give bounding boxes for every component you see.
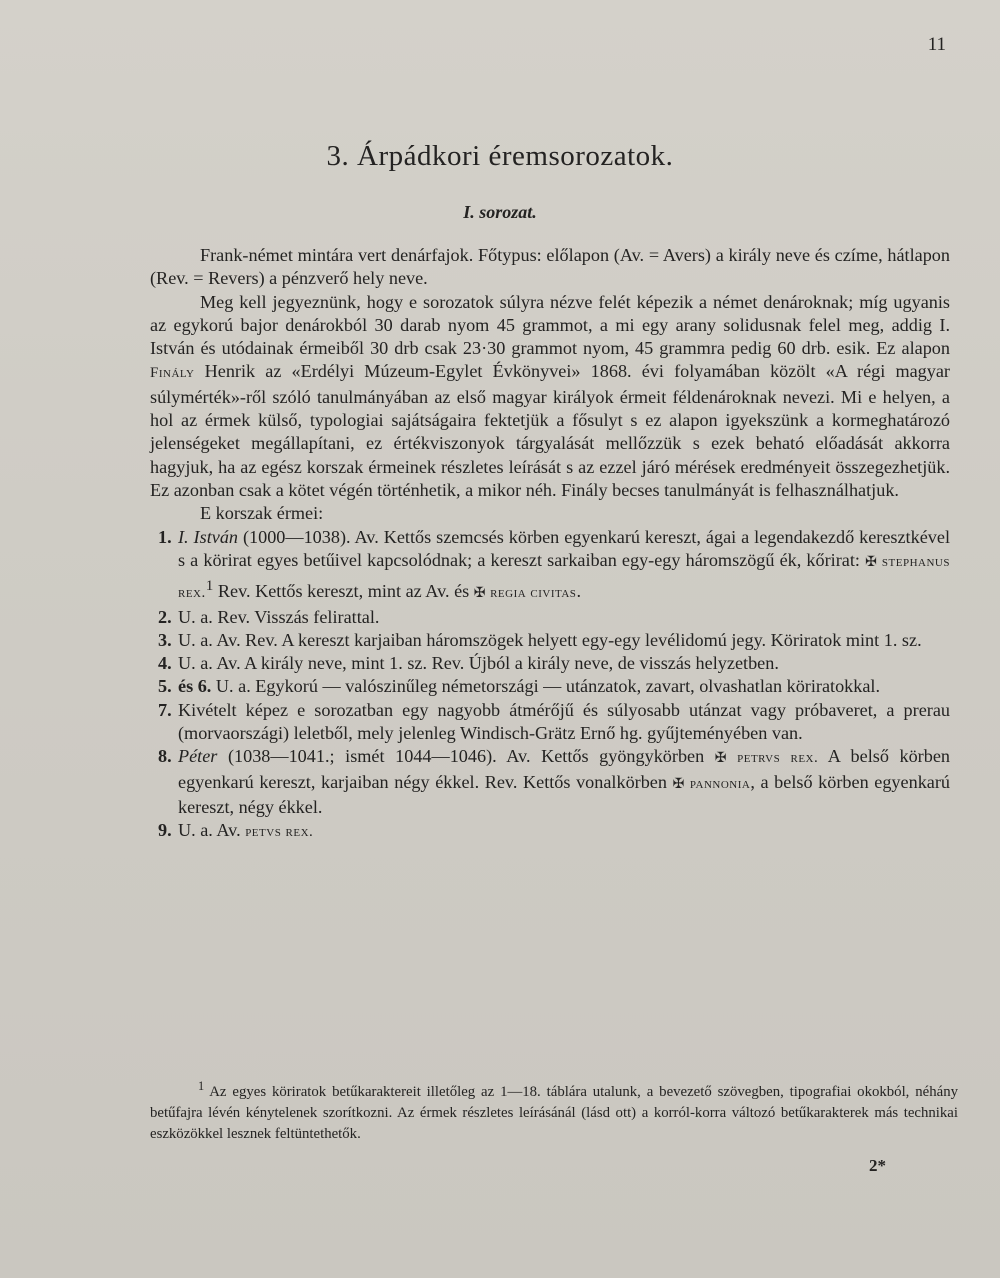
item-number: 3. — [158, 629, 172, 650]
item-text: , a belső körben egyenkarú kereszt, négy ékkel. — [178, 771, 951, 817]
item-number-2: és 6. — [178, 676, 212, 697]
list-item — [150, 745, 950, 819]
ruler-name: Péter — [178, 746, 218, 767]
item-number: 4. — [158, 653, 172, 674]
ruler-name: I. István — [178, 526, 239, 547]
coin-list — [150, 526, 950, 845]
cross-symbol: ✠ — [473, 586, 486, 602]
footnote-mark: 1 — [198, 1079, 205, 1093]
list-item — [150, 526, 950, 606]
item-number: 7. — [158, 699, 172, 720]
list-item — [150, 675, 950, 698]
footnote-text — [150, 1076, 958, 1145]
paragraph-2-part-b: Henrik az «Erdélyi Múzeum-Egylet Évkönyvei» 1868. évi folyamában közölt «A régi magyar súlymérték»-ről szóló tanulmányában az első magyar királyok érmeit féldenároknak nevezi. Mi e helyen, a hol az érmek külső, typologiai sajátságaira fektetjük a fősulyt s ez alapon igyekszünk a kormeghatározó jelenségeket megállapítani, ez értékviszonyok tárgyalását mellőzzük s ezek beható előadását akkorra hagyjuk, ha az egész korszak érmeinek részletes leírását s az ezzel járó mérések eredményeit összegezhetjük. Ez azonban csak a kötet végén történhetik, a mikor néh. Finály becses tanulmányát is felhasználhatjuk. — [150, 361, 950, 500]
list-item — [150, 606, 950, 629]
footnote-body: Az egyes köriratok betűkaraktereit illetőleg az 1—18. táblára utalunk, a bevezető szövegben, tipografiai okokból, néhány betűfajra lévén kénytelenek szorítkozni. Az érmek részletes leírásánál (lásd ott) a korról-korra változó betűkarakterek más technikai eszközökkel lesznek feltüntethetők. — [150, 1083, 958, 1142]
item-number: 1. — [158, 526, 172, 547]
item-text: U. a. Egykorú — valószinűleg németországi — utánzatok, zavart, olvashatlan köriratokkal. — [215, 676, 881, 697]
item-text: U. a. Av. A király neve, mint 1. sz. Rev. Újból a király neve, de visszás helyzetben. — [178, 653, 779, 674]
chapter-title: 3. Árpádkori éremsorozatok. — [326, 140, 674, 172]
legend-text: petrvs rex. — [737, 750, 819, 767]
footnote-ref: 1 — [205, 577, 214, 595]
body-text — [150, 244, 950, 844]
item-text: Rev. Kettős kereszt, mint az Av. és — [213, 581, 474, 602]
series-title: I. sorozat. — [463, 202, 537, 222]
cross-symbol: ✠ — [672, 776, 685, 792]
legend-text: regia civitas — [490, 585, 577, 602]
item-number: 5. — [158, 676, 172, 697]
paragraph-2 — [150, 291, 950, 503]
page-number: 11 — [927, 34, 946, 55]
item-text: A belső körben egyenkarú kereszt, karjaiban négy ékkel. Rev. Kettős vonalkörben — [178, 746, 951, 792]
item-number: 9. — [158, 820, 172, 841]
list-item — [150, 652, 950, 675]
legend-text: stephanus rex. — [178, 553, 950, 602]
item-text: . — [576, 581, 581, 602]
list-item — [150, 629, 950, 652]
cross-symbol: ✠ — [714, 751, 727, 767]
paragraph-2-part-a: Meg kell jegyeznünk, hogy e sorozatok súlyra nézve felét képezik a német denároknak; míg ugyanis az egykorú bajor denárokból 30 darab nyom 45 grammot, a mi egy arany solidusnak felel meg, addig I. István és utódainak érmeiből 30 drb csak 23·30 grammot nyom, 45 grammra pedig 60 drb. esik. Ez alapon — [150, 291, 950, 359]
paragraph-3: E korszak érmei: — [200, 503, 324, 524]
item-text: U. a. Rev. Visszás felirattal. — [178, 606, 380, 627]
item-text: Kivételt képez e sorozatban egy nagyobb átmérőjű és súlyosabb utánzat vagy próbaveret, a prerau (morvaországi) leletből, mely jelenleg Windisch-Grätz Ernő hg. gyűjteményében van. — [178, 699, 950, 743]
item-text: U. a. Av. — [178, 820, 246, 841]
signature-mark: 2* — [869, 1156, 886, 1175]
item-text: (1038—1041.; ismét 1044—1046). Av. Kettős gyöngykörben — [217, 746, 715, 767]
legend-text: pannonia — [689, 775, 751, 792]
item-number: 8. — [158, 746, 172, 767]
footnote — [150, 1076, 958, 1145]
item-text: (1000—1038). Av. Kettős szemcsés körben egyenkarú kereszt, ágai a legendakezdő keresztkével s a körirat egyes betűivel kapcsolódnak; a kereszt sarkaiban egy-egy háromszögű ék, kőrirat: — [178, 526, 950, 570]
author-name: Finály — [150, 365, 195, 382]
paragraph-1: Frank-német mintára vert denárfajok. Főtypus: előlapon (Av. = Avers) a király neve és czíme, hátlapon (Rev. = Revers) a pénzverő hely neve. — [150, 245, 950, 289]
list-item — [150, 819, 950, 844]
legend-text: petvs rex. — [245, 824, 314, 841]
list-item — [150, 699, 950, 746]
item-text: U. a. Av. Rev. A kereszt karjaiban háromszögek helyett egy-egy levélidomú jegy. Köriratok mint 1. sz. — [178, 629, 922, 650]
item-number: 2. — [158, 606, 172, 627]
cross-symbol: ✠ — [865, 554, 877, 570]
